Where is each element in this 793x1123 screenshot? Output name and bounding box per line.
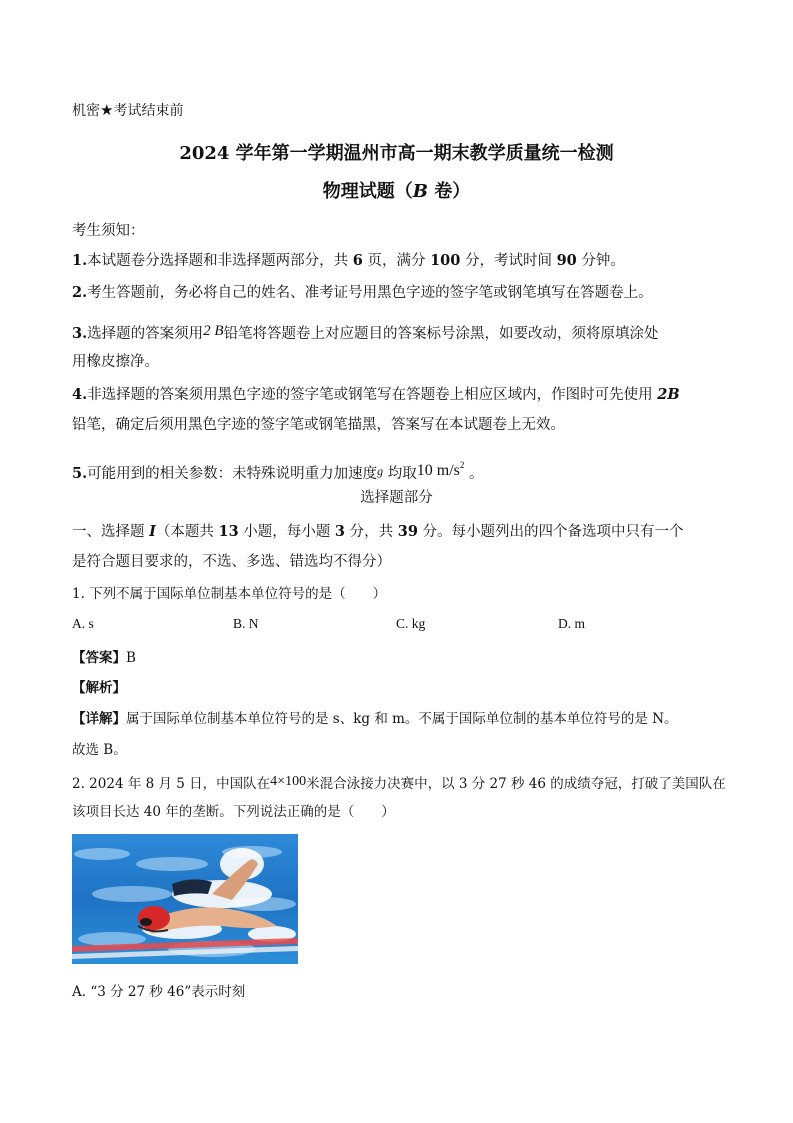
q2-stem: 2. 2024 年 8 月 5 日，中国队在4×100米混合泳接力决赛中，以 3 分 27 秒 46 的成绩夺冠，打破了美国队在: [72, 774, 726, 792]
notice-item-4-cont: 铅笔，确定后须用黑色字迹的签字笔或钢笔描黑，答案写在本试题卷上无效。: [72, 417, 565, 433]
q1-analysis-tag: 【解析】: [72, 680, 126, 696]
swimmer-photo: [72, 834, 298, 964]
q1-answer: 【答案】B: [72, 650, 136, 666]
confidential-note: 机密★考试结束前: [72, 101, 184, 119]
pencil-grade-formula: 2 B: [203, 323, 224, 339]
q2-stem-cont: 该项目长达 40 年的垄断。下列说法正确的是（ ）: [72, 804, 395, 820]
q1-options: [72, 616, 732, 636]
q1-stem: 1. 下列不属于国际单位制基本单位符号的是（ ）: [72, 586, 387, 602]
star-icon: ★: [100, 101, 114, 119]
notice-heading: 考生须知：: [72, 223, 145, 239]
notice-item-5: 5.可能用到的相关参数：未特殊说明重力加速度$^g$ 均取10 $m/s^2$ 。: [72, 460, 484, 482]
gravity-value: 10 m/s: [416, 462, 460, 479]
notice-item-1: 1.本试题卷分选择题和非选择题两部分，共 6 页，满分 100 分，考试时间 90 分钟。: [72, 252, 625, 269]
q1-option-a: A. s: [72, 616, 94, 631]
exam-subtitle: 物理试题（B 卷）: [322, 181, 471, 202]
notice-item-3-cont: 用橡皮擦净。: [72, 354, 159, 370]
exam-title: 2024 学年第一学期温州市高一期末教学质量统一检测: [179, 143, 614, 164]
section-instruction: 一、选择题 I（本题共 13 小题，每小题 3 分，共 39 分。每小题列出的四个备选项中只有一个: [72, 523, 684, 540]
q2-option-a: A. “3 分 27 秒 46”表示时刻: [72, 984, 246, 1000]
q1-option-d: D. m: [558, 616, 585, 631]
section-title: 选择题部分: [360, 490, 433, 506]
notice-item-4: 4.非选择题的答案须用黑色字迹的签字笔或钢笔写在答题卷上相应区域内，作图时可先使用 2B: [72, 386, 680, 403]
q1-option-c: C. kg: [396, 616, 426, 631]
notice-item-3: 3.选择题的答案须用2 B铅笔将答题卷上对应题目的答案标号涂黑，如要改动，须将原填涂处: [72, 323, 659, 342]
q1-option-b: B. N: [233, 616, 259, 631]
q1-detail: 【详解】属于国际单位制基本单位符号的是 s、kg 和 m。不属于国际单位制的基本单位符号的是 N。: [72, 711, 678, 727]
q1-conclusion: 故选 B。: [72, 742, 127, 758]
section-instruction-cont: 是符合题目要求的，不选、多选、错选均不得分）: [72, 554, 391, 570]
notice-item-2: 2.考生答题前，务必将自己的姓名、准考证号用黑色字迹的签字笔或钢笔填写在答题卷上。: [72, 284, 653, 301]
